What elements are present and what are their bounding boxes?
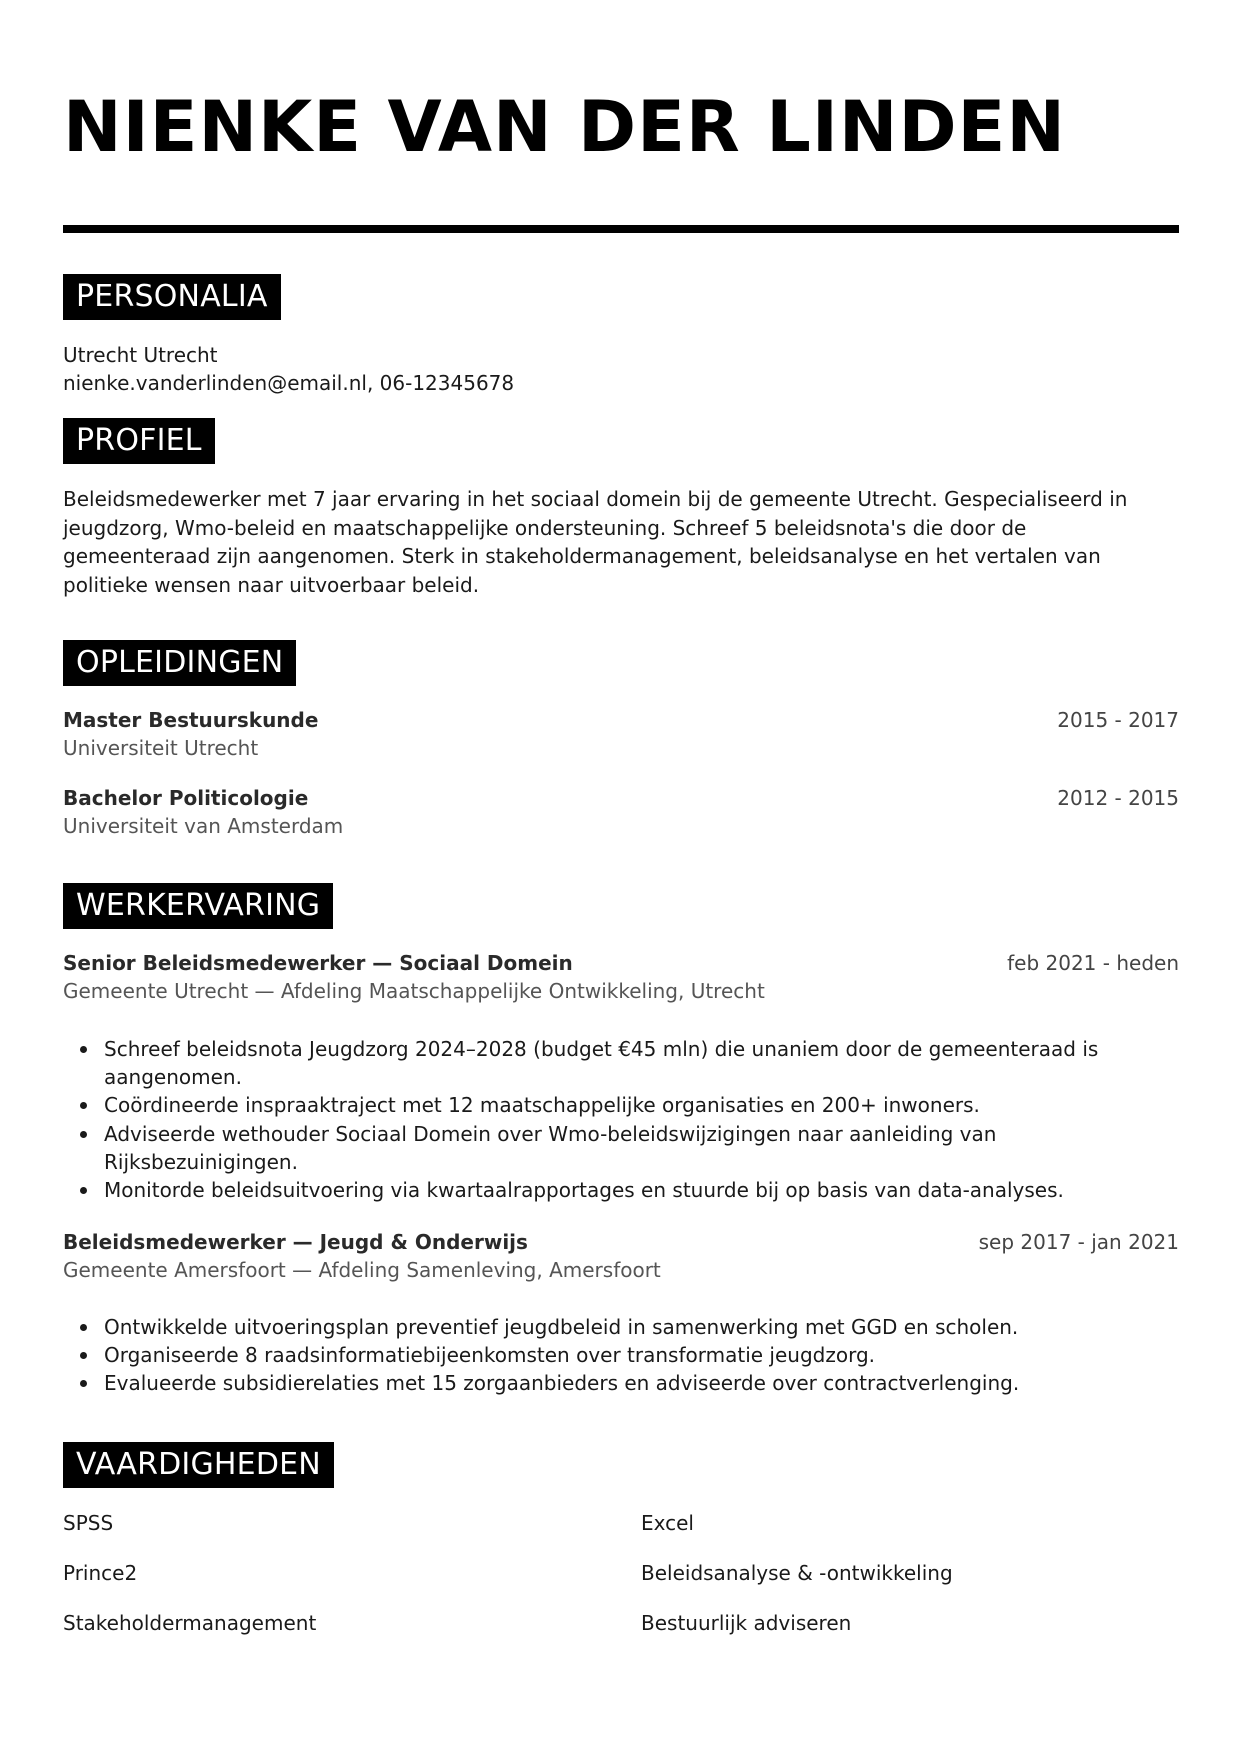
- section-title-werkervaring: WERKERVARING: [63, 883, 333, 929]
- bullet-dot-icon: [80, 1046, 87, 1053]
- header-divider: [63, 225, 1179, 233]
- bullet-dot-icon: [80, 1102, 87, 1109]
- list-item: Adviseerde wethouder Sociaal Domein over Wmo-beleidswijzigingen naar aanleiding van Rijksbezuinigingen.: [63, 1120, 1179, 1176]
- skill-item: Prince2: [63, 1561, 138, 1585]
- work-entry: [63, 1228, 1179, 1284]
- bullet-dot-icon: [80, 1324, 87, 1331]
- list-item: Monitorde beleidsuitvoering via kwartaalrapportages en stuurde bij op basis van data-analyses.: [63, 1176, 1179, 1204]
- list-item: Evalueerde subsidierelaties met 15 zorgaanbieders en adviseerde over contractverlenging.: [63, 1369, 1179, 1397]
- list-item: Schreef beleidsnota Jeugdzorg 2024–2028 (budget €45 mln) die unaniem door de gemeenteraad is aangenomen.: [63, 1035, 1179, 1091]
- list-item: Ontwikkelde uitvoeringsplan preventief jeugdbeleid in samenwerking met GGD en scholen.: [63, 1313, 1179, 1341]
- work-bullet-list: [63, 1035, 1179, 1204]
- contact-text: nienke.vanderlinden@email.nl, 06-12345678: [63, 371, 515, 395]
- education-period: 2012 - 2015: [1057, 786, 1179, 810]
- candidate-name: NIENKE VAN DER LINDEN: [63, 86, 1066, 168]
- education-entry: [63, 784, 1179, 840]
- skill-item: Stakeholdermanagement: [63, 1611, 317, 1635]
- education-school: Universiteit Utrecht: [63, 736, 259, 760]
- section-title-vaardigheden: VAARDIGHEDEN: [63, 1442, 334, 1488]
- work-role: Senior Beleidsmedewerker — Sociaal Domein: [63, 951, 573, 975]
- skill-item: Excel: [641, 1511, 694, 1535]
- education-school: Universiteit van Amsterdam: [63, 814, 344, 838]
- section-title-personalia: PERSONALIA: [63, 274, 281, 320]
- education-degree: Master Bestuurskunde: [63, 708, 319, 732]
- work-employer: Gemeente Amersfoort — Afdeling Samenleving, Amersfoort: [63, 1258, 661, 1282]
- education-period: 2015 - 2017: [1057, 708, 1179, 732]
- section-title-opleidingen: OPLEIDINGEN: [63, 640, 296, 686]
- work-period: feb 2021 - heden: [1007, 951, 1179, 975]
- section-title-profiel: PROFIEL: [63, 418, 215, 464]
- bullet-dot-icon: [80, 1352, 87, 1359]
- skill-item: Bestuurlijk adviseren: [641, 1611, 852, 1635]
- skill-item: Beleidsanalyse & -ontwikkeling: [641, 1561, 953, 1585]
- list-item: Coördineerde inspraaktraject met 12 maatschappelijke organisaties en 200+ inwoners.: [63, 1091, 1179, 1119]
- education-entry: [63, 706, 1179, 762]
- bullet-dot-icon: [80, 1131, 87, 1138]
- work-period: sep 2017 - jan 2021: [978, 1230, 1179, 1254]
- work-employer: Gemeente Utrecht — Afdeling Maatschappelijke Ontwikkeling, Utrecht: [63, 979, 765, 1003]
- skill-item: SPSS: [63, 1511, 114, 1535]
- bullet-dot-icon: [80, 1380, 87, 1387]
- work-bullet-list: [63, 1313, 1179, 1398]
- list-item: Organiseerde 8 raadsinformatiebijeenkomsten over transformatie jeugdzorg.: [63, 1341, 1179, 1369]
- profile-paragraph: Beleidsmedewerker met 7 jaar ervaring in het sociaal domein bij de gemeente Utrecht. Gespecialiseerd in jeugdzorg, Wmo-beleid en maatschappelijke ondersteuning. Schreef 5 beleidsnota's die door de gemeenteraad zijn aangenomen. Sterk in stakeholdermanagement, beleidsanalyse en het vertalen van politieke wensen naar uitvoerbaar beleid.: [63, 487, 1128, 597]
- work-entry: [63, 949, 1179, 1005]
- work-role: Beleidsmedewerker — Jeugd & Onderwijs: [63, 1230, 528, 1254]
- education-degree: Bachelor Politicologie: [63, 786, 309, 810]
- location-text: Utrecht Utrecht: [63, 343, 218, 367]
- bullet-dot-icon: [80, 1187, 87, 1194]
